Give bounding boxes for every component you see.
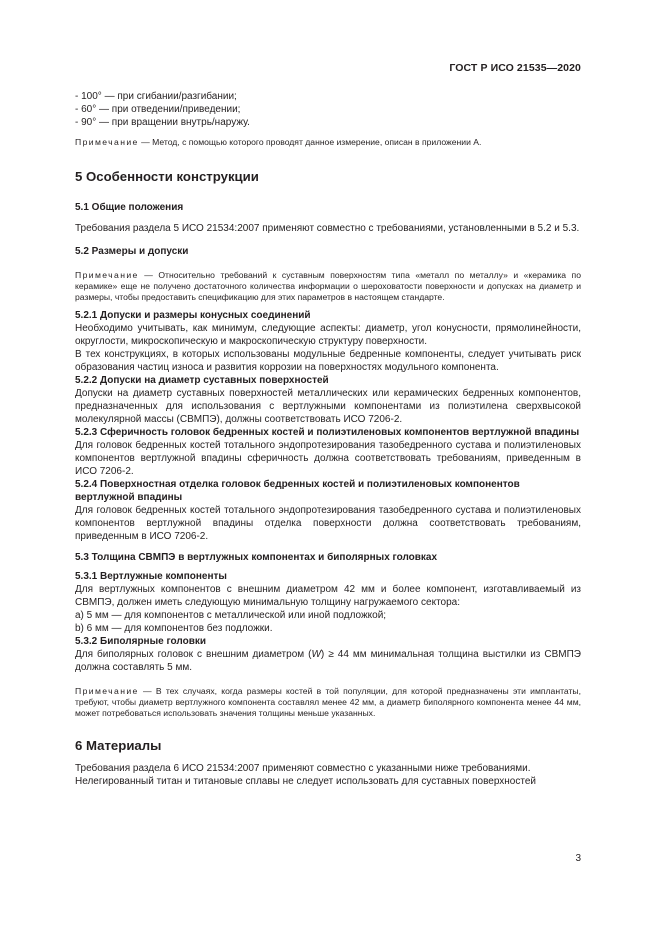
section-5-1-text: Требования раздела 5 ИСО 21534:2007 применяют совместно с требованиями, установленными в 5.2 и 5.3. <box>75 223 580 234</box>
list-item: - 90° — при вращении внутрь/наружу. <box>75 117 250 128</box>
section-6-p1: Требования раздела 6 ИСО 21534:2007 применяют совместно с указанными ниже требованиями. <box>75 763 531 774</box>
section-6-p2: Нелегированный титан и титановые сплавы не следует использовать для суставных поверхностей <box>75 776 536 787</box>
section-5-title: 5 Особенности конструкции <box>75 169 259 184</box>
angle-list <box>75 90 581 129</box>
list-item-a: а) 5 мм — для компонентов с металлической или иной подложкой; <box>75 610 387 621</box>
section-5-2-1-title: 5.2.1 Допуски и размеры конусных соединений <box>75 310 311 321</box>
section-5-3-1-p1: Для вертлужных компонентов с внешним диаметром 42 мм и более компонент, изготавливаемый из СВМПЭ, должен иметь следующую минимальную толщину нагружаемого сектора: <box>75 584 581 608</box>
section-5-2-1-p1: Необходимо учитывать, как минимум, следующие аспекты: диаметр, угол конусности, прямолинейности, округлости, микроскопическую и макроскопическую структуру поверхности. <box>75 323 581 347</box>
section-5-2-1-p2: В тех конструкциях, в которых использованы модульные бедренные компоненты, следует учитывать риск образования частиц износа и развития коррозии на поверхностях модульного компонента. <box>75 349 581 373</box>
note-measurement: Примечание — Метод, с помощью которого проводят данное измерение, описан в приложении А. <box>75 137 482 147</box>
section-5-2-title: 5.2 Размеры и допуски <box>75 246 189 257</box>
section-5-3-title: 5.3 Толщина СВМПЭ в вертлужных компонентах и биполярных головках <box>75 552 438 563</box>
section-5-2-4-title: 5.2.4 Поверхностная отделка головок бедренных костей и полиэтиленовых компонентов вертлужной впадины <box>75 479 520 503</box>
section-5-2-3-p1: Для головок бедренных костей тотального эндопротезирования тазобедренного сустава и полиэтиленовых компонентов вертлужной впадины сферичность должна соответствовать требованиям, приведенным в ИСО 7206-2. <box>75 440 581 477</box>
section-5-3-2-p1: Для биполярных головок с внешним диаметром (W) ≥ 44 мм минимальная толщина выстилки из СВМПЭ должна составлять 5 мм. <box>75 649 581 673</box>
list-item-b: b) 6 мм — для компонентов без подложки. <box>75 623 273 634</box>
section-5-1-title: 5.1 Общие положения <box>75 202 184 213</box>
note-surfaces: Примечание — Относительно требований к суставным поверхностям типа «металл по металлу» и «керамика по керамике» еще не получено достаточного количества информации о шероховатости поверхности и допусках на диаметр и размеры, чтобы предоставить спецификацию для этих параметров в настоящем стандарте. <box>75 270 581 302</box>
section-5-2-4-p1: Для головок бедренных костей тотального эндопротезирования тазобедренного сустава и полиэтиленовых компонентов вертлужной впадины отделка поверхности должна соответствовать требованиям, приведенным в ИСО 7206-2. <box>75 505 581 542</box>
section-5-3-2-title: 5.3.2 Биполярные головки <box>75 636 206 647</box>
document-header-id: ГОСТ Р ИСО 21535—2020 <box>449 62 581 74</box>
list-item: - 100° — при сгибании/разгибании; <box>75 91 237 102</box>
section-5-3-1-title: 5.3.1 Вертлужные компоненты <box>75 571 227 582</box>
section-6-title: 6 Материалы <box>75 738 162 753</box>
section-5-2-2-title: 5.2.2 Допуски на диаметр суставных поверхностей <box>75 375 329 386</box>
list-item: - 60° — при отведении/приведении; <box>75 104 241 115</box>
section-5-2-3-title: 5.2.3 Сферичность головок бедренных костей и полиэтиленовых компонентов вертлужной впадины <box>75 427 580 438</box>
note-bone-size: Примечание — В тех случаях, когда размеры костей в той популяции, для которой предназначены эти имплантаты, требуют, чтобы диаметр вертлужного компонента составлял менее 42 мм, а диаметр биполярного компонента менее 44 мм, может потребоваться использовать значения толщины меньше указанных. <box>75 686 581 718</box>
page-number: 3 <box>575 853 581 864</box>
document-body <box>75 90 581 788</box>
section-5-2-2-p1: Допуски на диаметр суставных поверхностей металлических или керамических бедренных компонентов, предназначенных для использования с вертлужными компонентами из полиэтилена сверхвысокой молекулярной массы (СВМПЭ), должны соответствовать ИСО 7206-2. <box>75 388 581 425</box>
